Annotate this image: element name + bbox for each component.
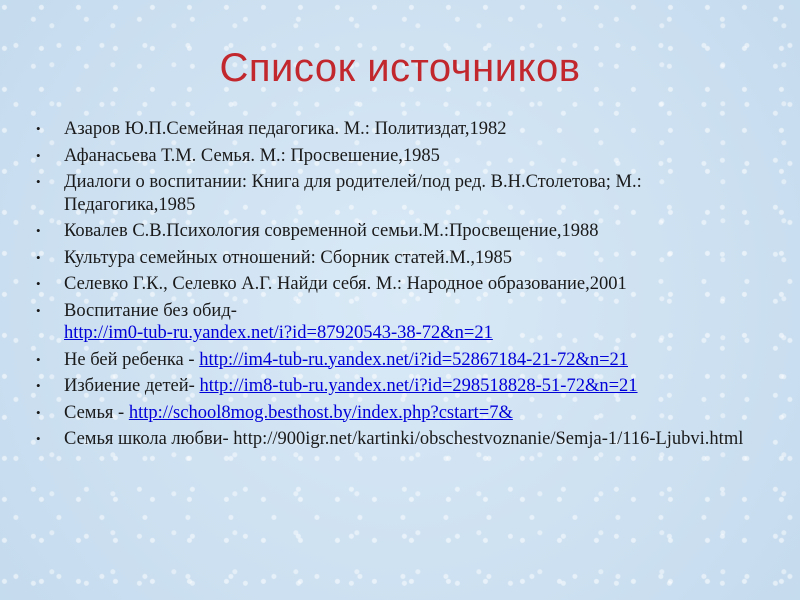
list-item bbox=[36, 428, 776, 451]
bullet-icon: • bbox=[36, 404, 41, 420]
bullet-icon: • bbox=[36, 174, 41, 189]
list-item bbox=[36, 145, 776, 168]
item-text: Ковалев С.В.Психология современной семьи.М.:Просвещение,1988 bbox=[64, 221, 599, 241]
bullet-icon: • bbox=[36, 378, 41, 393]
item-text: Семья - bbox=[64, 402, 129, 423]
list-item bbox=[36, 171, 776, 216]
bullet-icon: • bbox=[36, 276, 41, 291]
item-text: Селевко Г.К., Селевко А.Г. Найди себя. М.: Народное образование,2001 bbox=[64, 274, 627, 294]
bullet-icon: • bbox=[36, 302, 41, 318]
bullet-icon: • bbox=[36, 121, 41, 136]
list-item bbox=[36, 300, 776, 345]
source-link[interactable]: http://school8mog.besthost.by/index.php?cstart=7& bbox=[128, 402, 513, 423]
item-text: Афанасьева Т.М. Семья. М.: Просвешение,1985 bbox=[64, 145, 440, 166]
item-text: Семья школа любви- http://900igr.net/kartinki/obschestvoznanie/Semja-1/116-Ljubvi.html bbox=[64, 429, 744, 449]
bullet-icon: • bbox=[36, 223, 41, 238]
list-item bbox=[36, 118, 776, 141]
item-text: Диалоги о воспитании: Книга для родителей/под ред. В.Н.Столетова; М.: Педагогика,1985 bbox=[64, 172, 642, 215]
list-item bbox=[36, 247, 776, 270]
bullet-icon: • bbox=[36, 147, 41, 163]
source-link[interactable]: http://im0-tub-ru.yandex.net/i?id=87920543-38-72&n=21 bbox=[64, 323, 493, 343]
item-text: Культура семейных отношений: Сборник статей.М.,1985 bbox=[64, 247, 513, 268]
item-text: Азаров Ю.П.Семейная педагогика. М.: Политиздат,1982 bbox=[64, 119, 507, 139]
source-link[interactable]: http://im4-tub-ru.yandex.net/i?id=52867184-21-72&n=21 bbox=[199, 349, 629, 370]
bullet-icon: • bbox=[36, 431, 41, 446]
list-item bbox=[36, 220, 776, 243]
list-item bbox=[36, 402, 776, 425]
list-item bbox=[36, 375, 776, 398]
item-text: Не бей ребенка - bbox=[64, 349, 200, 370]
list-item bbox=[36, 349, 776, 372]
list-item bbox=[36, 273, 776, 296]
source-link[interactable]: http://im8-tub-ru.yandex.net/i?id=298518828-51-72&n=21 bbox=[199, 376, 638, 396]
slide-title: Список источников bbox=[219, 46, 581, 90]
bullet-icon: • bbox=[36, 351, 41, 367]
item-text: Воспитание без обид- bbox=[64, 300, 237, 321]
bullet-icon: • bbox=[36, 249, 41, 265]
sources-list bbox=[36, 118, 776, 455]
item-text: Избиение детей- bbox=[64, 376, 200, 396]
